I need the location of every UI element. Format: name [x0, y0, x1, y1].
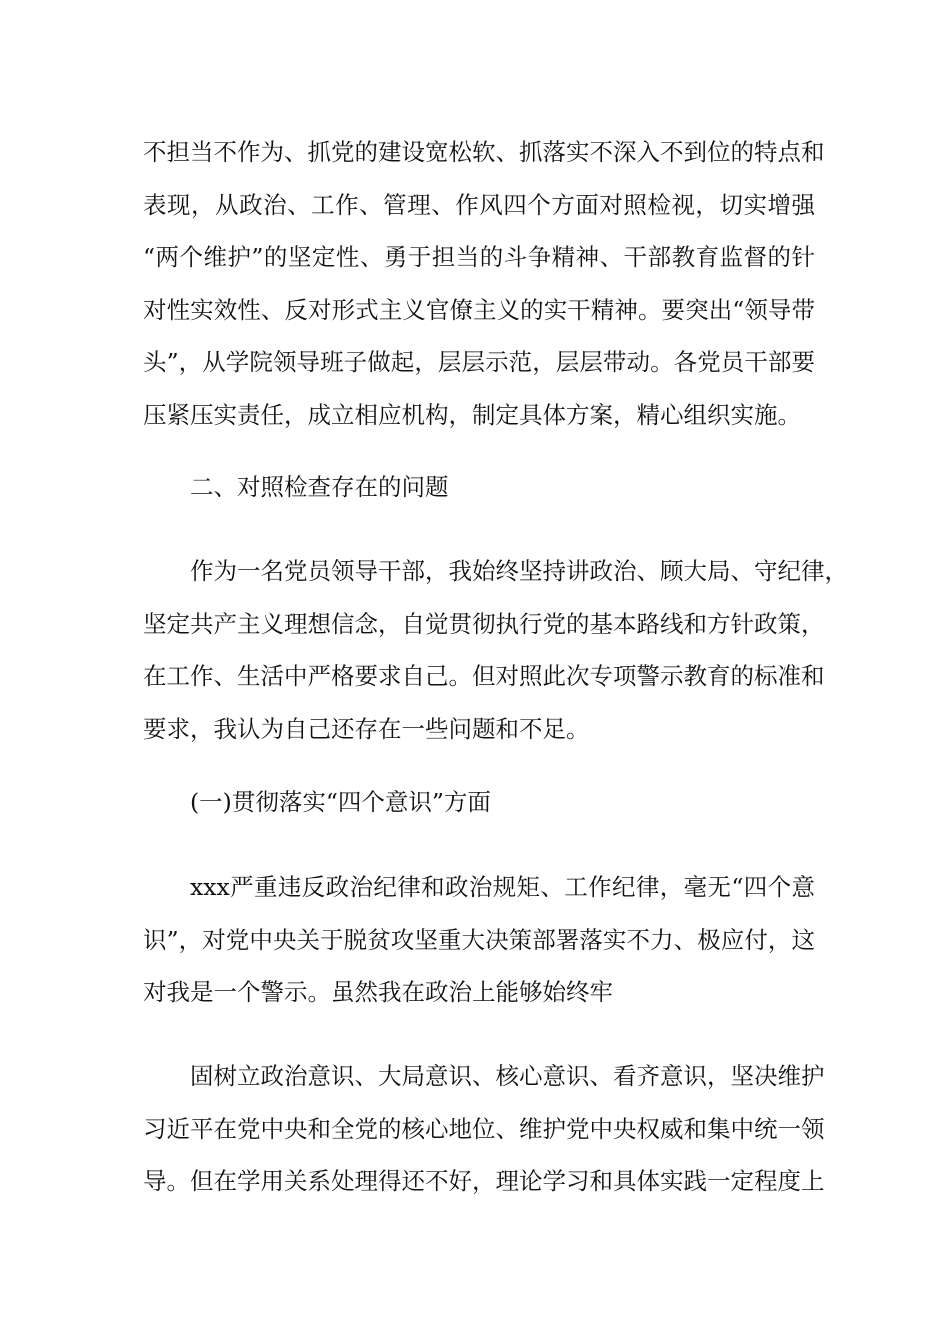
subsection-heading-1: (一)贯彻落实“四个意识”方面	[190, 788, 491, 816]
paragraph-4	[143, 1050, 825, 1208]
paragraph-4-line-2: 习近平在党中央和全党的核心地位、维护党中央权威和集中统一领	[143, 1114, 825, 1143]
paragraph-1-line-2: 表现，从政治、工作、管理、作风四个方面对照检视，切实增强	[143, 190, 815, 219]
paragraph-2	[143, 545, 848, 755]
paragraph-1	[143, 126, 825, 441]
paragraph-1-line-6: 压紧压实责任，成立相应机构，制定具体方案，精心组织实施。	[143, 400, 801, 429]
paragraph-3-line-1: xxx严重违反政治纪律和政治规矩、工作纪律，毫无“四个意	[190, 873, 815, 901]
paragraph-2-line-4: 要求，我认为自己还存在一些问题和不足。	[143, 714, 590, 743]
paragraph-1-line-1: 不担当不作为、抓党的建设宽松软、抓落实不深入不到位的特点和	[143, 138, 825, 166]
paragraph-2-line-3: 在工作、生活中严格要求自己。但对照此次专项警示教育的标准和	[143, 662, 825, 690]
paragraph-2-line-2: 坚定共产主义理想信念，自觉贯彻执行党的基本路线和方针政策，	[143, 609, 825, 638]
section-heading-2: 二、对照检查存在的问题	[190, 473, 449, 501]
paragraph-1-line-3: “两个维护”的坚定性、勇于担当的斗争精神、干部教育监督的针	[143, 243, 815, 271]
paragraph-3-line-3: 对我是一个警示。虽然我在政治上能够始终牢	[143, 978, 613, 1006]
paragraph-3	[143, 861, 815, 1019]
paragraph-1-line-5: 头”，从学院领导班子做起，层层示范，层层带动。各党员干部要	[143, 348, 815, 376]
paragraph-1-line-4: 对性实效性、反对形式主义官僚主义的实干精神。要突出“领导带	[143, 295, 815, 324]
paragraph-4-line-3: 导。但在学用关系处理得还不好，理论学习和具体实践一定程度上	[143, 1167, 825, 1195]
paragraph-3-line-2: 识”，对党中央关于脱贫攻坚重大决策部署落实不力、极应付，这	[143, 925, 815, 954]
paragraph-4-line-1: 固树立政治意识、大局意识、核心意识、看齐意识，坚决维护	[190, 1062, 825, 1090]
paragraph-2-line-1: 作为一名党员领导干部，我始终坚持讲政治、顾大局、守纪律，	[190, 557, 848, 585]
